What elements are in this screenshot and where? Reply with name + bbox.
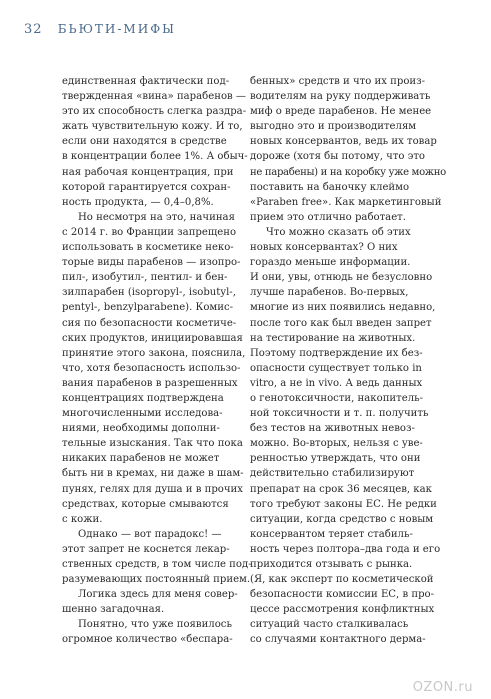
text-line: безопасности комиссии ЕС, в про- (250, 589, 435, 601)
text-line: на тестирование на животных. (250, 332, 416, 344)
text-line: что, хотя безопасность использо- (62, 362, 241, 374)
text-line: цессе рассмотрения конфликтных (250, 604, 435, 616)
text-line: Поэтому подтверждение их без- (250, 347, 423, 359)
text-line: концентрациях подтверждена (62, 392, 224, 404)
text-line: выгодно это и производителям (250, 121, 417, 133)
text-line: можно. Во-вторых, нельзя с уве- (250, 438, 423, 450)
text-line: пунях, гелях для душа и в прочих (62, 483, 243, 495)
text-line: жать чувствительную кожу. И то, (62, 121, 243, 133)
text-line: быть ни в кремах, ни даже в шам- (62, 468, 244, 480)
text-line: никаких парабенов не может (62, 453, 220, 465)
text-line: использовать в косметике неко- (62, 242, 234, 254)
text-line: разумевающих постоянный прием. (62, 574, 251, 586)
text-line: не парабены) и на коробку уже можно (250, 166, 446, 178)
text-line: «Paraben free». Как маркетинговый (250, 196, 442, 208)
text-line: ной токсичности и т. п. получить (250, 408, 429, 420)
text-line: ственных средств, в том числе под- (62, 559, 252, 570)
text-line: дороже (хотя бы потому, что это (250, 151, 426, 163)
text-line: средствах, которые смываются (62, 498, 229, 510)
text-line: тельные изыскания. Так что пока (62, 438, 243, 450)
text-line: препарат на срок 36 месяцев, как (250, 483, 432, 495)
text-line: с 2014 г. во Франции запрещено (62, 226, 237, 238)
text-line: (Я, как эксперт по косметической (250, 574, 434, 586)
text-line: гораздо меньше информации. (250, 257, 411, 269)
text-line: pentyl-, benzylparabene). Комис- (62, 302, 234, 314)
text-line: со случаями контактного дерма- (250, 634, 426, 646)
text-line: это их способность слегка раздра- (62, 106, 247, 118)
text-line: пил-, изобутил-, пентил- и бен- (62, 272, 228, 284)
running-head (24, 22, 176, 37)
section-title: БЬЮТИ-МИФЫ (57, 22, 176, 36)
text-line: многие из них появились недавно, (250, 302, 436, 314)
text-line: бенных» средств и что их произ- (250, 76, 426, 87)
text-line: того требуют законы ЕС. Не редки (250, 498, 437, 510)
right-text-column (250, 74, 446, 648)
text-line: огромное количество «беспара- (62, 634, 233, 646)
text-line: о генотоксичности, накопитель- (250, 392, 424, 404)
text-line: приходится отзывать с рынка. (250, 559, 413, 570)
left-text-column (62, 74, 258, 648)
text-line: Логика здесь для меня совер- (78, 589, 238, 601)
text-line: миф о вреде парабенов. Не менее (250, 106, 432, 118)
text-line: торые виды парабенов — изопро- (62, 257, 241, 269)
text-line: vitro, а не in vivo. А ведь данных (250, 377, 423, 389)
text-line: ная рабочая концентрация, при (62, 166, 234, 178)
text-line: консервантом теряет стабиль- (250, 528, 413, 540)
text-line: Понятно, что уже появилось (78, 619, 232, 631)
text-line: принятие этого закона, пояснила, (62, 347, 246, 359)
text-line: сия по безопасности косметиче- (62, 317, 237, 329)
text-line: Однако — вот парадокс! — (78, 528, 222, 540)
text-line: ситуации, когда средство с новым (250, 513, 434, 525)
ozon-watermark: OZON.ru (412, 680, 473, 695)
page-number: 32 (24, 22, 43, 37)
text-line: многочисленными исследова- (62, 408, 223, 420)
text-line: если они находятся в средстве (62, 136, 227, 148)
text-line: твержденная «вина» парабенов — (62, 91, 247, 103)
text-line: после того как был введен запрет (250, 317, 432, 329)
text-line: зилпарабен (isopropyl-, isobutyl-, (62, 287, 236, 299)
text-line: Что можно сказать об этих (266, 226, 411, 238)
text-line: вания парабенов в разрешенных (62, 377, 238, 389)
text-line: шенно загадочная. (62, 604, 165, 616)
text-line: прием это отлично работает. (250, 211, 406, 223)
text-line: этот запрет не коснется лекар- (62, 543, 230, 555)
text-line: единственная фактически под- (62, 76, 230, 87)
text-line: водителям на руку поддерживать (250, 91, 431, 103)
text-line: ность продукта, — 0,4–0,8%. (62, 196, 214, 208)
text-line: в концентрации более 1%. А обыч- (62, 151, 248, 163)
text-line: новых консервантах? О них (250, 242, 398, 254)
text-line: которой гарантируется сохран- (62, 181, 231, 193)
text-line: ситуаций часто сталкивалась (250, 619, 409, 631)
text-line: с кожи. (62, 513, 103, 525)
text-line: действительно стабилизируют (250, 468, 415, 480)
text-line: ность через полтора–два года и его (250, 543, 441, 555)
text-line: поставить на баночку клеймо (250, 181, 410, 193)
text-line: новых консервантов, ведь их товар (250, 136, 437, 148)
text-line: ских продуктов, инициировавшая (62, 332, 243, 344)
text-line: ренностью утверждать, что они (250, 453, 421, 465)
text-line: опасности существует только in (250, 362, 422, 374)
text-line: ниями, необходимы дополни- (62, 423, 220, 435)
text-line: Но несмотря на это, начиная (78, 211, 235, 223)
text-line: И они, увы, отнюдь не безусловно (250, 272, 433, 284)
text-line: без тестов на животных невоз- (250, 423, 415, 435)
text-line: лучше парабенов. Во-первых, (250, 287, 409, 299)
